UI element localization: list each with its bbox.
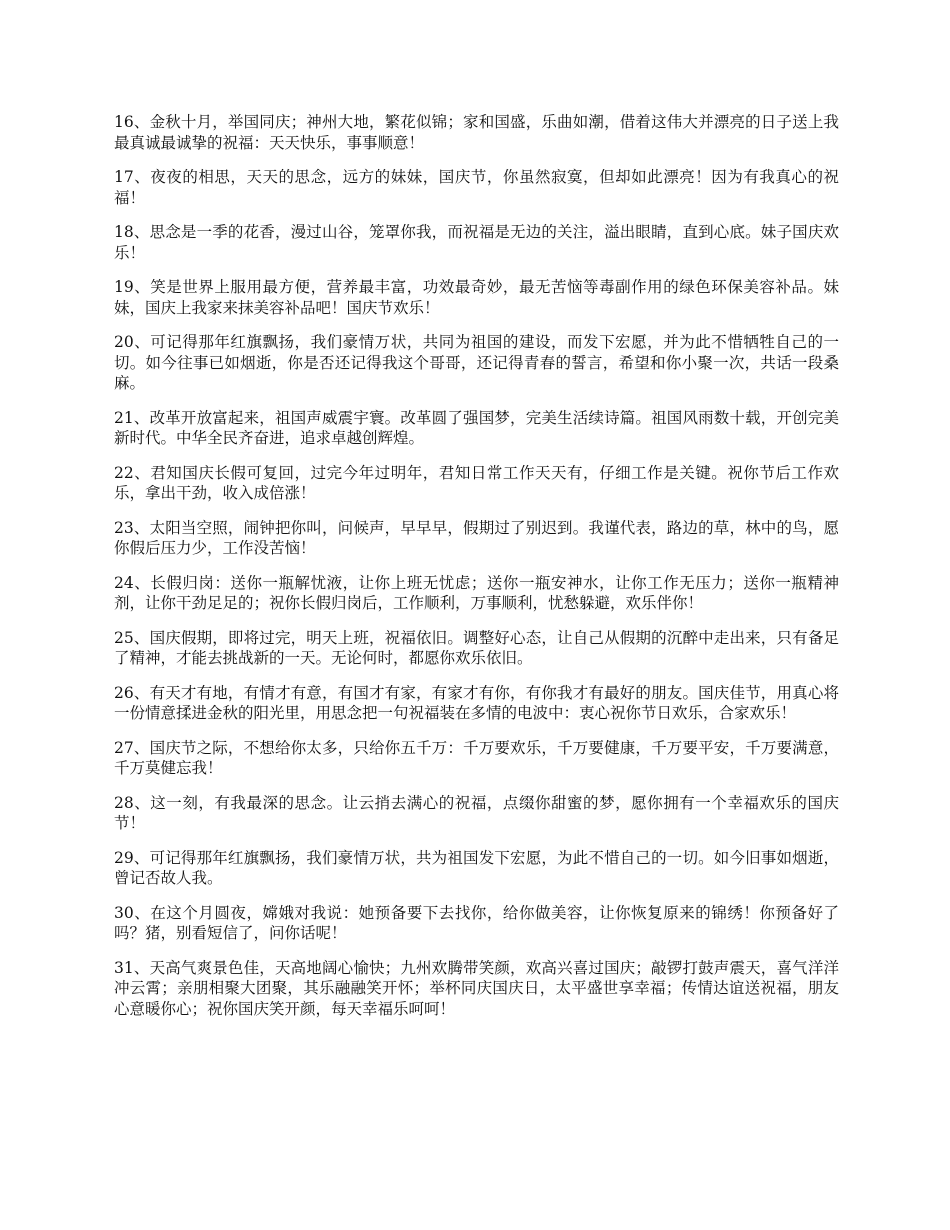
paragraph-28: 28、这一刻，有我最深的思念。让云捎去满心的祝福，点缀你甜蜜的梦，愿你拥有一个幸福欢乐的国庆节！ [114,793,839,832]
paragraph-31: 31、天高气爽景色佳，天高地阔心愉快；九州欢腾带笑颜，欢高兴喜过国庆；敲锣打鼓声震天，喜气洋洋冲云霄；亲朋相聚大团聚，其乐融融笑开怀；举杯同庆国庆日，太平盛世享幸福；传情达谊送祝福，朋友心意暖你心；祝你国庆笑开颜，每天幸福乐呵呵！ [114,958,839,1018]
paragraph-29: 29、可记得那年红旗飘扬，我们豪情万状，共为祖国发下宏愿，为此不惜自己的一切。如今旧事如烟逝，曾记否故人我。 [114,848,839,887]
paragraph-19: 19、笑是世界上服用最方便，营养最丰富，功效最奇妙，最无苦恼等毒副作用的绿色环保美容补品。妹妹，国庆上我家来抹美容补品吧！国庆节欢乐！ [114,278,839,317]
paragraph-27: 27、国庆节之际，不想给你太多，只给你五千万：千万要欢乐，千万要健康，千万要平安，千万要满意，千万莫健忘我！ [114,738,839,777]
paragraph-23: 23、太阳当空照，闹钟把你叫，问候声，早早早，假期过了别迟到。我谨代表，路边的草，林中的鸟，愿你假后压力少，工作没苦恼！ [114,518,839,557]
paragraph-24: 24、长假归岗：送你一瓶解忧液，让你上班无忧虑；送你一瓶安神水，让你工作无压力；送你一瓶精神剂，让你干劲足足的；祝你长假归岗后，工作顺利，万事顺利，忧愁躲避，欢乐伴你！ [114,573,839,612]
paragraph-30: 30、在这个月圆夜，嫦娥对我说：她预备要下去找你，给你做美容，让你恢复原来的锦绣！你预备好了吗？猪，别看短信了，问你话呢！ [114,903,839,942]
paragraph-25: 25、国庆假期，即将过完，明天上班，祝福依旧。调整好心态，让自己从假期的沉醉中走出来，只有备足了精神，才能去挑战新的一天。无论何时，都愿你欢乐依旧。 [114,628,839,667]
paragraph-21: 21、改革开放富起来，祖国声威震宇寰。改革圆了强国梦，完美生活续诗篇。祖国风雨数十载，开创完美新时代。中华全民齐奋进，追求卓越创辉煌。 [114,408,839,447]
paragraph-20: 20、可记得那年红旗飘扬，我们豪情万状，共同为祖国的建设，而发下宏愿，并为此不惜牺牲自己的一切。如今往事已如烟逝，你是否还记得我这个哥哥，还记得青春的誓言，希望和你小聚一次，共话一段桑麻。 [114,333,839,392]
paragraph-17: 17、夜夜的相思，天天的思念，远方的妹妹，国庆节，你虽然寂寞，但却如此漂亮！因为有我真心的祝福！ [114,168,839,207]
paragraph-26: 26、有天才有地，有情才有意，有国才有家，有家才有你，有你我才有最好的朋友。国庆佳节，用真心将一份情意揉进金秋的阳光里，用思念把一句祝福装在多情的电波中：衷心祝你节日欢乐，合家欢乐！ [114,683,839,722]
paragraph-22: 22、君知国庆长假可复回，过完今年过明年，君知日常工作天天有，仔细工作是关键。祝你节后工作欢乐，拿出干劲，收入成倍涨！ [114,463,839,502]
document-body [114,112,839,1033]
paragraph-16: 16、金秋十月，举国同庆；神州大地，繁花似锦；家和国盛，乐曲如潮，借着这伟大并漂亮的日子送上我最真诚最诚挚的祝福：天天快乐，事事顺意！ [114,113,839,152]
paragraph-18: 18、思念是一季的花香，漫过山谷，笼罩你我，而祝福是无边的关注，溢出眼睛，直到心底。妹子国庆欢乐！ [114,223,839,262]
